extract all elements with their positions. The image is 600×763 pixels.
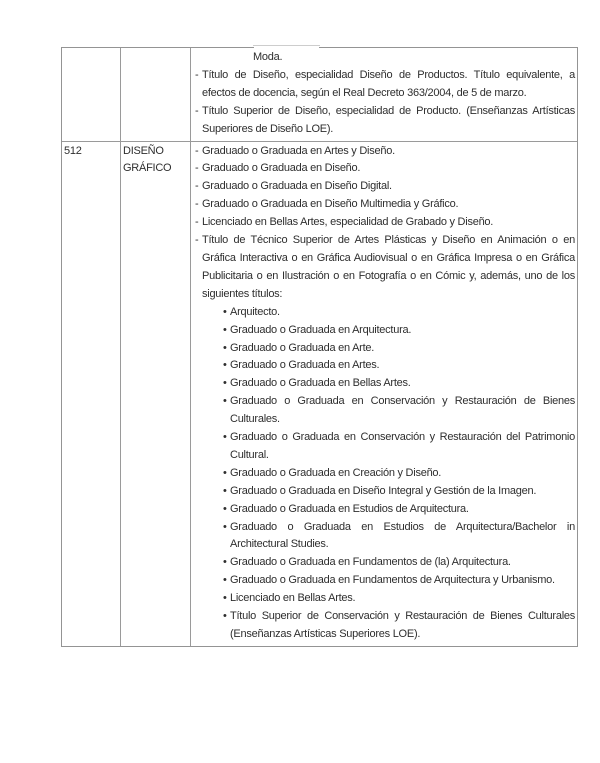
qualification-subitem: [223, 429, 575, 465]
item-text: Licenciado en Bellas Artes, especialidad de Grabado y Diseño.: [202, 216, 494, 229]
dash-marker: -: [195, 68, 199, 81]
cell-qualifications: [191, 142, 577, 646]
item-text: Graduado o Graduada en Conservación y Restauración del Patrimonio Cultural.: [230, 431, 575, 461]
qualification-item: [195, 214, 575, 232]
specialty-name: DISEÑO GRÁFICO: [123, 144, 172, 175]
item-text: Graduado o Graduada en Creación y Diseño.: [230, 466, 442, 479]
bullet-marker: •: [223, 431, 227, 444]
qualification-subitem: [223, 519, 575, 555]
cell-qualifications: [191, 48, 577, 141]
bullet-marker: •: [223, 341, 227, 354]
cell-code: [62, 48, 121, 141]
qualification-subitem: [223, 572, 575, 590]
dash-marker: -: [195, 198, 199, 211]
qualification-subitem: [223, 465, 575, 483]
qualification-subitem: [223, 322, 575, 340]
cell-name: [121, 48, 191, 141]
bullet-marker: •: [223, 610, 227, 623]
qualification-item: [195, 143, 575, 161]
item-text: Graduado o Graduada en Fundamentos de (la) Arquitectura.: [230, 556, 511, 569]
dash-marker: -: [195, 180, 199, 193]
item-text: Graduado o Graduada en Diseño Integral y Gestión de la Imagen.: [230, 484, 537, 497]
table-row: [62, 142, 577, 646]
qualification-subitem: [223, 501, 575, 519]
bullet-marker: •: [223, 323, 227, 336]
qualification-item: [195, 103, 575, 139]
item-text: Moda.: [253, 51, 283, 63]
dash-marker: -: [195, 216, 199, 229]
bullet-marker: •: [223, 484, 227, 497]
qualification-subitem: [223, 554, 575, 572]
bullet-marker: •: [223, 574, 227, 587]
item-text: Graduado o Graduada en Fundamentos de Arquitectura y Urbanismo.: [230, 574, 555, 587]
bullet-marker: •: [223, 502, 227, 515]
qualification-item: [195, 67, 575, 103]
item-text: Título Superior de Conservación y Restauración de Bienes Culturales (Enseñanzas Artísticas Superiores LOE).: [230, 610, 575, 640]
qualification-item: [195, 232, 575, 304]
scan-artifact-gap: [254, 47, 319, 48]
item-text: Graduado o Graduada en Estudios de Arquitectura.: [230, 502, 469, 515]
cell-code: [62, 142, 121, 646]
qualification-subitem: [223, 608, 575, 644]
bullet-marker: •: [223, 466, 227, 479]
qualification-subitem: [223, 357, 575, 375]
dash-marker: -: [195, 144, 199, 157]
item-text: Graduado o Graduada en Conservación y Restauración de Bienes Culturales.: [230, 395, 575, 426]
continuation-line: [195, 49, 575, 67]
cell-name: [121, 142, 191, 646]
qualification-subitem: [223, 483, 575, 501]
item-text: Arquitecto.: [230, 305, 280, 318]
bullet-marker: •: [223, 305, 227, 318]
qualification-item: [195, 196, 575, 214]
item-text: Graduado o Graduada en Arquitectura.: [230, 323, 412, 336]
qualification-subitem: [223, 304, 575, 322]
item-text: Licenciado en Bellas Artes.: [230, 592, 356, 605]
dash-marker: -: [195, 162, 199, 175]
qualification-item: [195, 160, 575, 178]
dash-marker: -: [195, 234, 199, 247]
item-text: Graduado o Graduada en Bellas Artes.: [230, 377, 411, 390]
item-text: Título de Diseño, especialidad Diseño de Productos. Título equivalente, a efectos de docencia, según el Real Decreto 363/2004, de 5 de marzo.: [202, 68, 575, 99]
bullet-marker: •: [223, 359, 227, 372]
scan-artifact-line: [253, 45, 320, 46]
item-text: Graduado o Graduada en Diseño.: [202, 162, 361, 175]
item-text: Graduado o Graduada en Diseño Multimedia y Gráfico.: [202, 198, 459, 211]
qualification-subitem: [223, 340, 575, 358]
dash-marker: -: [195, 104, 199, 117]
bullet-marker: •: [223, 556, 227, 569]
qualifications-table: [61, 47, 578, 647]
item-text: Graduado o Graduada en Diseño Digital.: [202, 180, 392, 193]
item-text: Graduado o Graduada en Artes.: [230, 359, 380, 372]
qualification-item: [195, 178, 575, 196]
bullet-marker: •: [223, 520, 227, 533]
specialty-code: 512: [64, 144, 82, 157]
item-text: Título de Técnico Superior de Artes Plásticas y Diseño en Animación o en Gráfica Interactiva o en Gráfica Audiovisual o en Gráfica Impresa o en Gráfica Publicitaria o en Ilustración o en Fotografía o en Cómic y, además, uno de los siguientes títulos:: [202, 234, 575, 300]
bullet-marker: •: [223, 377, 227, 390]
table-row: [62, 48, 577, 142]
qualification-subitem: [223, 590, 575, 608]
qualification-subitem: [223, 375, 575, 393]
item-text: Graduado o Graduada en Arte.: [230, 341, 375, 354]
item-text: Título Superior de Diseño, especialidad de Producto. (Enseñanzas Artísticas Superiores de Diseño LOE).: [202, 104, 575, 135]
item-text: Graduado o Graduada en Estudios de Arquitectura/Bachelor in Architectural Studies.: [230, 520, 575, 551]
qualification-subitem: [223, 393, 575, 429]
bullet-marker: •: [223, 395, 227, 408]
item-text: Graduado o Graduada en Artes y Diseño.: [202, 144, 395, 157]
bullet-marker: •: [223, 592, 227, 605]
